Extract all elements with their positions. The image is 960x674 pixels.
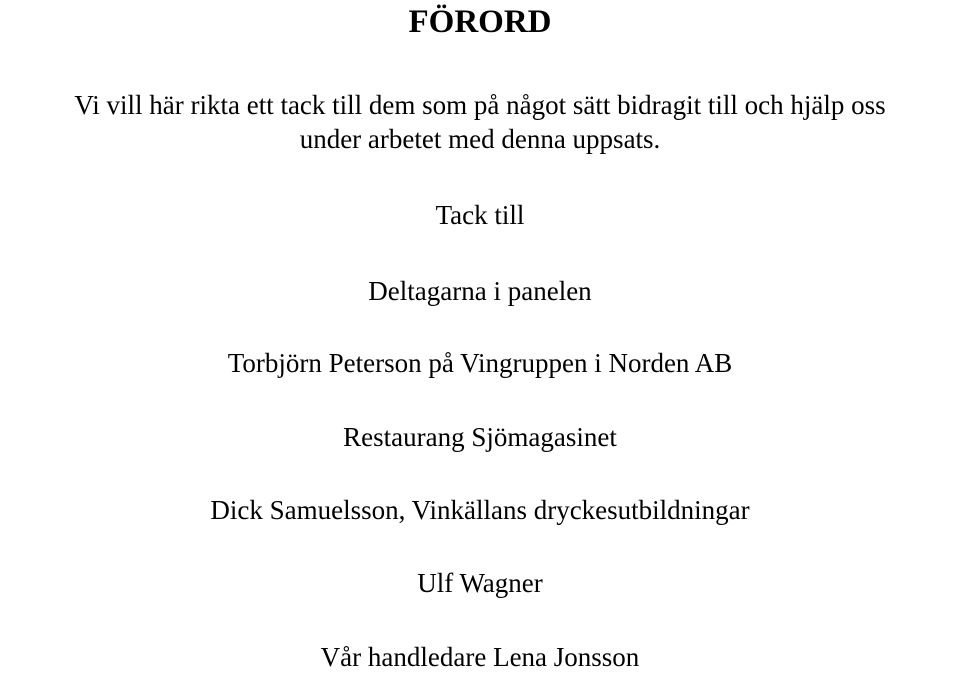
acknowledgement-vinkallan: Dick Samuelsson, Vinkällans dryckesutbildningar bbox=[210, 495, 750, 525]
acknowledgement-ulf-wagner: Ulf Wagner bbox=[417, 568, 543, 598]
intro-line: Vi vill här rikta ett tack till dem som på något sätt bidragit till och hjälp oss bbox=[74, 90, 886, 120]
acknowledgement-restaurang: Restaurang Sjömagasinet bbox=[343, 422, 617, 452]
intro-line: under arbetet med denna uppsats. bbox=[299, 124, 661, 154]
page-title: FÖRORD bbox=[408, 4, 552, 40]
intro-paragraph bbox=[0, 88, 960, 156]
thanks-heading: Tack till bbox=[435, 200, 525, 230]
acknowledgement-vingruppen: Torbjörn Peterson på Vingruppen i Norden AB bbox=[227, 348, 733, 378]
acknowledgement-supervisor: Vår handledare Lena Jonsson bbox=[320, 642, 640, 672]
acknowledgement-panel: Deltagarna i panelen bbox=[368, 276, 592, 306]
